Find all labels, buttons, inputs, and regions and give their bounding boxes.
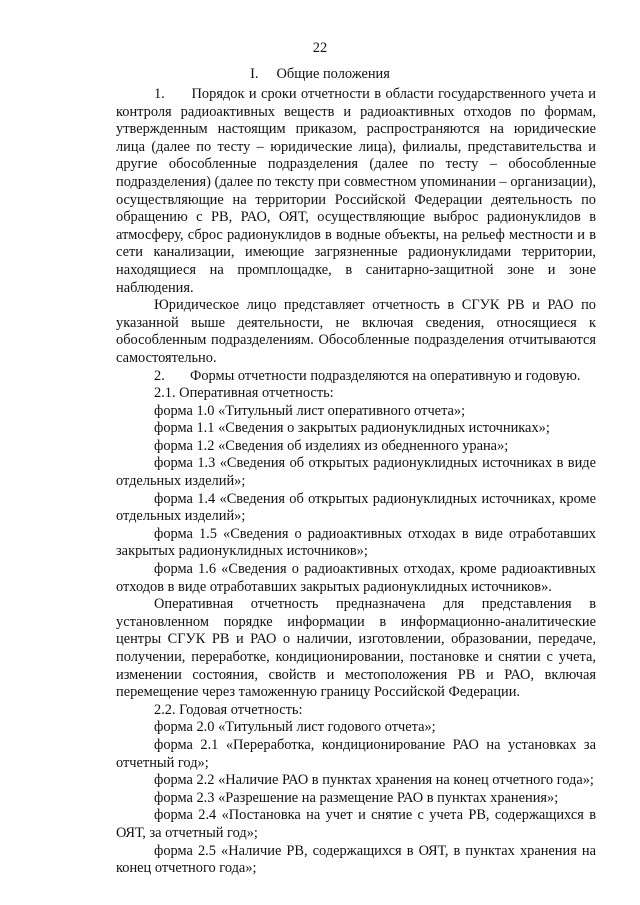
form-1-3: форма 1.3 «Сведения об открытых радионуклидных источниках в виде отдельных изделий»; — [116, 455, 596, 490]
form-1-4: форма 1.4 «Сведения об открытых радионуклидных источниках, кроме отдельных изделий»; — [116, 490, 596, 525]
form-2-1: форма 2.1 «Переработка, кондиционирование РАО на установках за отчетный год»; — [116, 736, 596, 771]
form-2-0: форма 2.0 «Титульный лист годового отчета»; — [154, 719, 436, 736]
form-1-1: форма 1.1 «Сведения о закрытых радионуклидных источниках»; — [154, 420, 550, 437]
paragraph-3: 2. Формы отчетности подразделяются на оперативную и годовую. — [154, 367, 581, 384]
form-1-2: форма 1.2 «Сведения об изделиях из обедненного урана»; — [154, 437, 509, 454]
form-2-4: форма 2.4 «Постановка на учет и снятие с учета РВ, содержащихся в ОЯТ, за отчетный год»; — [116, 807, 596, 841]
subsection-2-1: 2.1. Оперативная отчетность: — [154, 385, 334, 402]
paragraph-operational: Оперативная отчетность предназначена для представления в установленном порядке информации в информационно-аналитические центры СГУК РВ и РАО о наличии, изготовлении, образовании, передаче, получении, переработке, кондиционировании, постановке и снятии с учета, изменении состояния, свойств и местоположения РВ и РАО, включая перемещение через таможенную границу Российской Федерации. — [116, 596, 596, 701]
page-number: 22 — [312, 40, 328, 56]
section-title: I. Общие положения — [250, 66, 390, 82]
body-text — [116, 86, 596, 878]
form-2-5: форма 2.5 «Наличие РВ, содержащихся в ОЯТ, в пунктах хранения на конец отчетного года»; — [116, 842, 596, 877]
paragraph-2: Юридическое лицо представляет отчетность в СГУК РВ и РАО по указанной выше деятельности, не включая сведения, относящиеся к обособленным подразделениям. Обособленные подразделения отчитываются самостоятельно. — [116, 297, 596, 366]
paragraph-1: 1. Порядок и сроки отчетности в области государственного учета и контроля радиоактивных веществ и радиоактивных отходов по формам, утвержденным настоящим приказом, распространяются на юридические лица (далее по тесту – юридические лица), филиалы, представительства и другие обособленные подразделения (далее по тесту – обособленные подразделения) (далее по тексту при совместном упоминании – организации), осуществляющие на территории Российской Федерации деятельность по обращению с РВ, РАО, ОЯТ, осуществляющие выброс радионуклидов в атмосферу, сброс радионуклидов в водные объекты, на рельеф местности и в сети канализации, имеющие загрязненные радионуклидами территории, находящиеся на промплощадке, в санитарно-защитной зоне и зоне наблюдения. — [116, 86, 596, 296]
form-2-3: форма 2.3 «Разрешение на размещение РАО в пунктах хранения»; — [154, 789, 559, 806]
form-1-6: форма 1.6 «Сведения о радиоактивных отходах, кроме радиоактивных отходов в виде отработавших закрытых радионуклидных источников». — [116, 561, 596, 595]
subsection-2-2: 2.2. Годовая отчетность: — [154, 701, 303, 718]
form-1-0: форма 1.0 «Титульный лист оперативного отчета»; — [154, 402, 466, 419]
form-1-5: форма 1.5 «Сведения о радиоактивных отходах в виде отработавших закрытых радионуклидных источников»; — [116, 525, 596, 560]
form-2-2: форма 2.2 «Наличие РАО в пунктах хранения на конец отчетного года»; — [154, 772, 594, 789]
